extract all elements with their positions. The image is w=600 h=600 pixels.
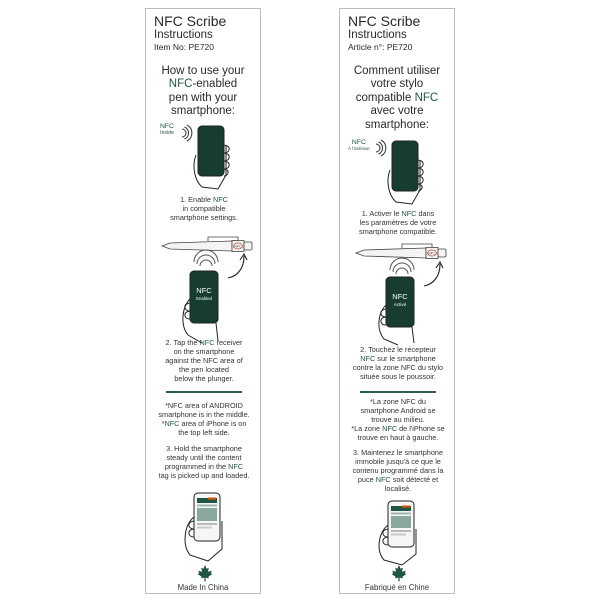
step-line: smartphone compatible. [359,226,437,236]
note-text: * [161,418,165,428]
svg-text:NFC: NFC [234,244,242,249]
how-to-line: pen with your [168,91,238,104]
nfc-wave-icon [194,254,218,268]
svg-text:NFC: NFC [392,292,408,301]
instruction-card-english [145,8,261,594]
item-number: Item No: PE720 [154,42,215,53]
nfc-highlight: NFC [382,423,398,433]
nfc-area-notes [344,398,452,442]
how-to-text: -enabled [192,78,238,91]
step-1-text [344,210,452,237]
nfc-highlight: NFC [228,461,244,471]
step-text: 1. Activer le [361,209,402,218]
step-1-text [150,196,258,223]
maple-leaf-icon [391,564,407,582]
instructions-heading: Instructions [154,29,213,42]
step-line: smartphone settings. [170,212,238,222]
note-line: *NFC area of ANDROID [165,401,243,410]
step-line: localisé. [384,483,412,493]
note-line: the top left side. [178,427,230,437]
note-text: *La zone [351,423,383,433]
nfc-highlight: NFC [199,338,215,347]
step-line: contenu programmé dans la [352,465,444,475]
how-to-heading [340,65,454,132]
nfc-wave-icon [390,262,414,276]
note-line: smartphone Android se [360,405,436,415]
step-line: against the NFC area of [165,355,243,365]
step-text: 1. Enable [180,195,213,204]
step-line: située sous le poussoir. [360,371,436,381]
svg-text:Activé: Activé [393,302,407,307]
step-line: below the plunger. [174,373,234,383]
smartphone-hand-icon [192,125,242,191]
note-line: *La zone NFC du [370,397,426,406]
how-to-line: smartphone: [365,118,429,131]
step-line: the pen located [179,364,229,374]
product-title: NFC Scribe [348,13,421,29]
step-line: on the smartphone [173,346,235,356]
maple-leaf-icon [197,564,213,582]
step-text: 2. Tap the [165,338,200,347]
nfc-inside-label [348,140,370,151]
nfc-highlight: NFC [414,91,439,104]
step-line: steady until the content [166,452,242,462]
card-header [154,13,226,53]
nfc-highlight: NFC [401,209,417,218]
step-line: tag is picked up and loaded. [158,470,250,480]
nfc-highlight: NFC [375,474,391,484]
instruction-card-french [339,8,455,594]
svg-text:NFC: NFC [196,286,212,295]
svg-text:NFC: NFC [428,251,436,256]
made-in-label: Fabriqué en Chine [364,583,430,592]
step-line: in compatible [182,203,226,213]
nfc-inside-bottom: À l'intérieur [348,145,370,151]
nfc-inside-top: NFC [351,139,366,146]
step-text: soit détecté et [390,474,439,484]
step-text: sur le smartphone [375,353,436,363]
step-line: 2. Touchez le récepteur [360,345,436,354]
smartphone-content-hand-icon [180,491,234,563]
step-line: 3. Maintenez le smartphone [352,448,444,457]
smartphone-hand-icon [376,275,428,347]
smartphone-hand-icon [386,140,436,206]
step-3-text [150,445,258,481]
step-text: dans [416,209,435,218]
nfc-inside-top: NFC [160,123,174,130]
nfc-highlight: NFC [164,418,180,428]
made-in-label: Made In China [177,583,229,592]
product-title: NFC Scribe [154,13,227,29]
smartphone-hand-icon [180,269,232,345]
note-line: trouve au milieu. [371,414,425,424]
nfc-highlight: NFC [360,353,376,363]
how-to-line: Comment utiliser [353,65,441,77]
step-text: puce [357,474,376,484]
how-to-text: compatible [355,91,415,104]
step-2-text [150,339,258,383]
svg-text:Enabled: Enabled [196,296,212,301]
how-to-line [146,78,260,91]
step-text: receiver [214,338,243,347]
note-line: smartphone is in the middle. [158,409,250,419]
note-line: trouve en haut à gauche. [357,432,439,442]
divider [166,391,242,393]
step-line: 3. Hold the smartphone [166,444,242,453]
nfc-inside-bottom: Inside [160,129,174,136]
nfc-highlight: NFC [168,78,193,91]
nfc-area-notes [150,402,258,438]
how-to-line: votre stylo [370,78,424,91]
nfc-wave-icon [374,140,386,156]
smartphone-content-hand-icon [374,499,428,567]
divider [360,391,436,393]
step-line: contre la zone NFC du stylo [352,362,444,372]
how-to-line: How to use your [161,65,245,77]
nfc-inside-label [160,124,174,136]
how-to-line: smartphone: [171,105,235,118]
step-2-text [344,346,452,382]
how-to-line: avec votre [370,105,424,118]
instructions-heading: Instructions [348,29,407,42]
how-to-heading [146,65,260,119]
item-number: Article n°: PE720 [348,42,413,53]
note-text: de l'iPhone se [397,423,445,433]
nfc-highlight: NFC [212,195,228,204]
how-to-line [340,92,454,105]
note-text: area of iPhone is on [179,418,247,428]
step-line: les paramètres de votre [359,217,437,227]
nfc-wave-icon [180,125,192,141]
step-3-text [344,449,452,493]
step-text: programmed in the [164,461,229,471]
card-header [348,13,420,53]
step-line: immobile jusqu'à ce que le [355,456,441,466]
